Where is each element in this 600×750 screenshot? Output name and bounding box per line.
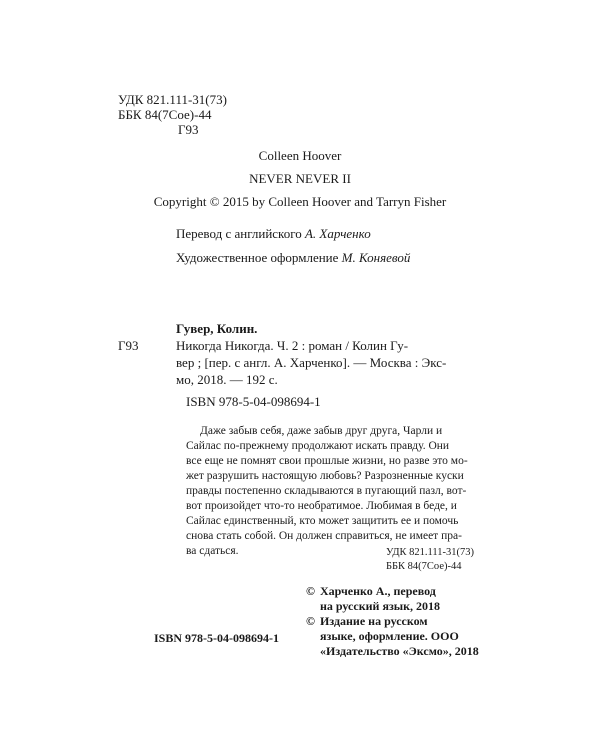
designer-name: М. Коняевой (341, 250, 411, 265)
copyright-mark: © (306, 584, 315, 598)
copyright-line: на русский язык, 2018 (320, 599, 441, 613)
original-title: NEVER NEVER II (249, 171, 351, 186)
isbn-bottom: ISBN 978-5-04-098694-1 (154, 631, 279, 645)
catalog-line: мо, 2018. — 192 с. (176, 372, 278, 387)
copyright-notice (306, 614, 479, 659)
bottom-classification-codes (386, 546, 474, 574)
translator-name: А. Харченко (304, 226, 371, 241)
copyright-line: «Издательство «Эксмо», 2018 (320, 644, 479, 658)
original-copyright: Copyright © 2015 by Colleen Hoover and Tarryn Fisher (153, 194, 447, 209)
design-credit (176, 250, 410, 266)
annotation-line: снова стать собой. Он должен справиться, не имеет пра- (186, 530, 462, 542)
translation-credit (176, 226, 371, 242)
udk-code: УДК 821.111-31(73) (118, 92, 227, 107)
annotation-line: жет разрушить настоящую любовь? Разрозненные куски (186, 470, 464, 482)
copyright-line: Издание на русском (320, 614, 428, 628)
annotation (186, 424, 486, 559)
copyright-line: Харченко А., перевод (320, 584, 436, 598)
copyright-mark: © (306, 614, 315, 628)
copyright-line: языке, оформление. ООО (320, 629, 459, 643)
bbk-code: ББК 84(7Сое)-44 (386, 561, 462, 572)
original-author: Colleen Hoover (258, 148, 342, 163)
catalog-line: Никогда Никогда. Ч. 2 : роман / Колин Гу- (176, 338, 409, 353)
top-classification-codes (118, 92, 227, 137)
annotation-line: Даже забыв себя, даже забыв друг друга, Чарли и (200, 425, 443, 437)
catalog-index: Г93 (118, 338, 139, 353)
copyright-notice (306, 584, 479, 614)
udk-code: УДК 821.111-31(73) (386, 547, 474, 558)
catalog-heading: Гувер, Колин. (176, 321, 258, 336)
bbk-code: ББК 84(7Сое)-44 (118, 107, 212, 122)
annotation-line: ва сдаться. (186, 545, 239, 557)
catalog-record (118, 320, 478, 388)
annotation-line: правды постепенно складываются в пугающий пазл, вот- (186, 485, 467, 497)
annotation-line: все еще не помнят свои прошлые жизни, но разве это мо- (186, 455, 468, 467)
translation-label: Перевод с английского (176, 226, 305, 241)
annotation-line: вот произойдет что-то необратимое. Любимая в беде, и (186, 500, 457, 512)
annotation-line: Сайлас по-прежнему продолжают искать правду. Они (186, 440, 450, 452)
annotation-line: Сайлас единственный, кто может защитить ее и помочь (186, 515, 459, 527)
copyright-notices (306, 584, 479, 659)
author-index: Г93 (178, 122, 199, 137)
design-label: Художественное оформление (176, 250, 342, 265)
catalog-line: вер ; [пер. с англ. А. Харченко]. — Москва : Экс- (176, 355, 447, 370)
catalog-isbn: ISBN 978-5-04-098694-1 (186, 394, 321, 409)
